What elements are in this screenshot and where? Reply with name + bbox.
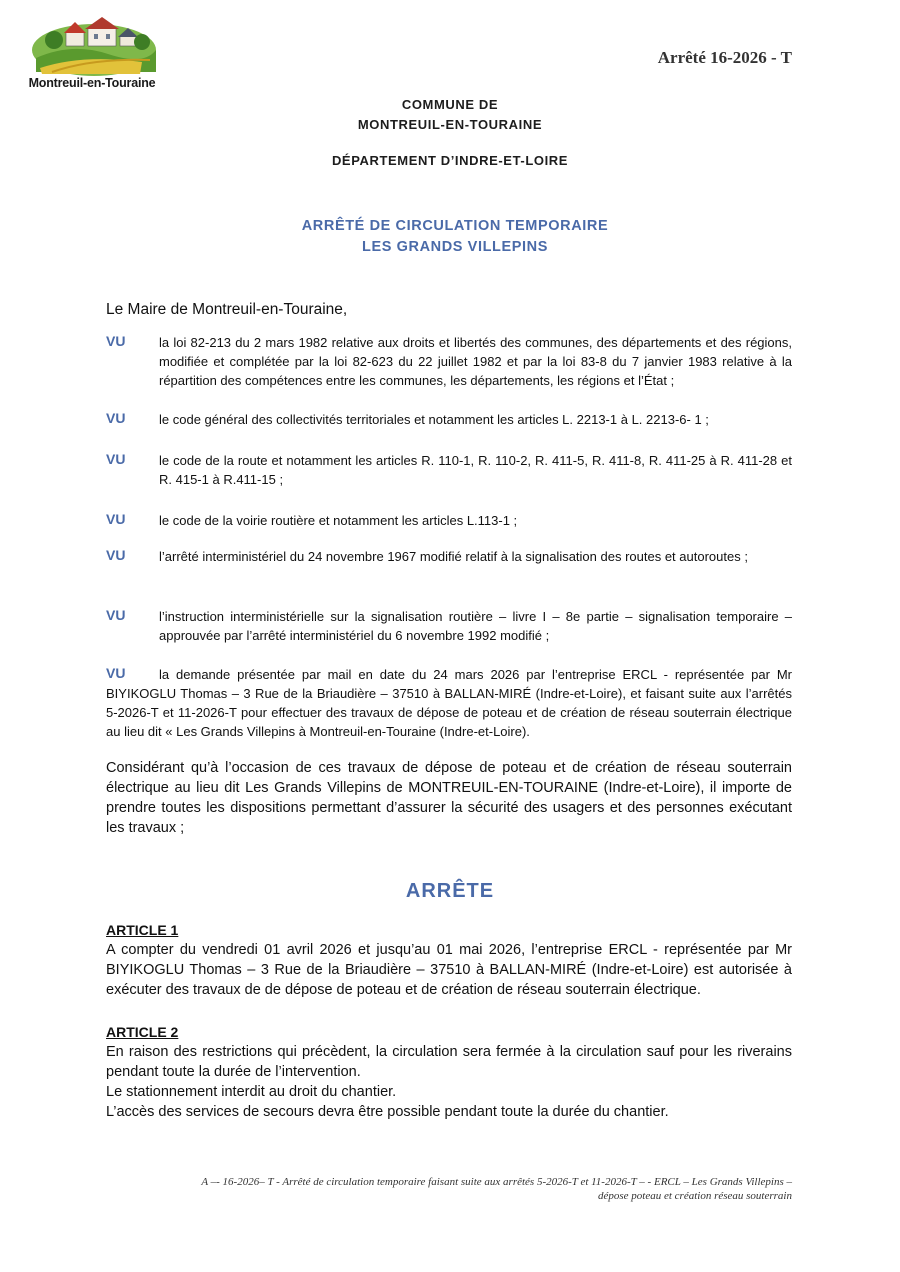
- vu-label: VU: [106, 547, 126, 563]
- arrete-heading: ARRÊTE: [405, 880, 495, 902]
- vu-text: le code de la voirie routière et notamment les articles L.113-1 ;: [159, 513, 518, 528]
- vu-label: VU: [106, 665, 126, 681]
- vu-item: [106, 665, 792, 741]
- vu-label: VU: [106, 511, 126, 527]
- vu-label: VU: [106, 607, 126, 623]
- vu-text: la loi 82-213 du 2 mars 1982 relative aux droits et libertés des communes, des départements et des régions, modifiée et complétée par la loi 82-623 du 22 juillet 1982 et par la loi 83-8 du 7 janvier 1983 relative à la répartition des compétences entre les communes, les départements, les régions et l’État ;: [159, 335, 792, 388]
- department-header: DÉPARTEMENT D’INDRE-ET-LOIRE: [331, 153, 569, 168]
- article-2-paragraph: En raison des restrictions qui précèdent, la circulation sera fermée à la circulation sauf pour les riverains pendant toute la durée de l’intervention.: [106, 1044, 792, 1080]
- mayor-intro: Le Maire de Montreuil-en-Touraine,: [106, 301, 348, 318]
- vu-label: VU: [106, 333, 126, 349]
- commune-header-line1: COMMUNE DE: [401, 97, 499, 112]
- article-2-text: [106, 1042, 792, 1122]
- vu-item: [106, 333, 792, 390]
- article-1-text: A compter du vendredi 01 avril 2026 et jusqu’au 01 mai 2026, l’entreprise ERCL - représentée par Mr BIYIKOGLU Thomas – 3 Rue de la Briaudière – 37510 à BALLAN-MIRÉ (Indre-et-Loire) est autorisée à exécuter des travaux de de dépose de poteau et de création de réseau souterrain électrique.: [106, 942, 792, 998]
- footer-line1: A –- 16-2026– T - Arrêté de circulation temporaire faisant suite aux arrêtés 5-2026-T et 11-2026-T – - ERCL – Les Grands Villepins –: [201, 1176, 792, 1188]
- vu-item: [106, 547, 792, 566]
- article-2-paragraph: Le stationnement interdit au droit du chantier.: [106, 1084, 397, 1100]
- commune-header-line2: MONTREUIL-EN-TOURAINE: [357, 117, 543, 132]
- article-1-title: ARTICLE 1: [106, 922, 179, 938]
- decree-reference: Arrêté 16-2026 - T: [657, 48, 792, 67]
- document-title-line1: ARRÊTÉ DE CIRCULATION TEMPORAIRE: [301, 218, 609, 234]
- vu-item: [106, 410, 792, 429]
- vu-label: VU: [106, 451, 126, 467]
- vu-label: VU: [106, 410, 126, 426]
- vu-text: la demande présentée par mail en date du 24 mars 2026 par l’entreprise ERCL - représentée par Mr BIYIKOGLU Thomas – 3 Rue de la Briaudière – 37510 à BALLAN-MIRÉ (Indre-et-Loire), et faisant suite aux l’arrêtés 5-2026-T et 11-2026-T pour effectuer des travaux de dépose de poteau et de création de réseau souterrain électrique au lieu dit « Les Grands Villepins à Montreuil-en-Touraine (Indre-et-Loire).: [106, 667, 792, 739]
- vu-text: le code de la route et notamment les articles R. 110-1, R. 110-2, R. 411-5, R. 411-8, R. 411-25 à R. 411-28 et R. 415-1 à R.411-15 ;: [159, 453, 792, 487]
- vu-text: l’instruction interministérielle sur la signalisation routière – livre I – 8e partie – signalisation temporaire – approuvée par l’arrêté interministériel du 6 novembre 1992 modifié ;: [159, 609, 792, 643]
- footer-line2: dépose poteau et création réseau souterrain: [598, 1190, 792, 1202]
- article-2-paragraph: L’accès des services de secours devra être possible pendant toute la durée du chantier.: [106, 1104, 669, 1120]
- vu-item: [106, 607, 792, 645]
- vu-text: l’arrêté interministériel du 24 novembre 1967 modifié relatif à la signalisation des routes et autoroutes ;: [159, 549, 748, 564]
- vu-item: [106, 451, 792, 489]
- page-footer: [112, 1175, 792, 1203]
- vu-text: le code général des collectivités territoriales et notamment les articles L. 2213-1 à L. 2213-6- 1 ;: [159, 412, 709, 427]
- village-illustration-icon: [22, 14, 162, 84]
- considerant-paragraph: Considérant qu’à l’occasion de ces travaux de dépose de poteau et de création de réseau souterrain électrique au lieu dit Les Grands Villepins de MONTREUIL-EN-TOURAINE (Indre-et-Loire), il importe de prendre toutes les dispositions permettant d’assurer la sécurité des usagers et des personnes exécutant les travaux ;: [106, 760, 792, 836]
- municipality-logo: [22, 14, 162, 98]
- vu-item: [106, 511, 792, 530]
- article-2-title: ARTICLE 2: [106, 1024, 179, 1040]
- logo-text: Montreuil-en-Touraine: [28, 76, 156, 90]
- document-title-line2: LES GRANDS VILLEPINS: [361, 239, 549, 255]
